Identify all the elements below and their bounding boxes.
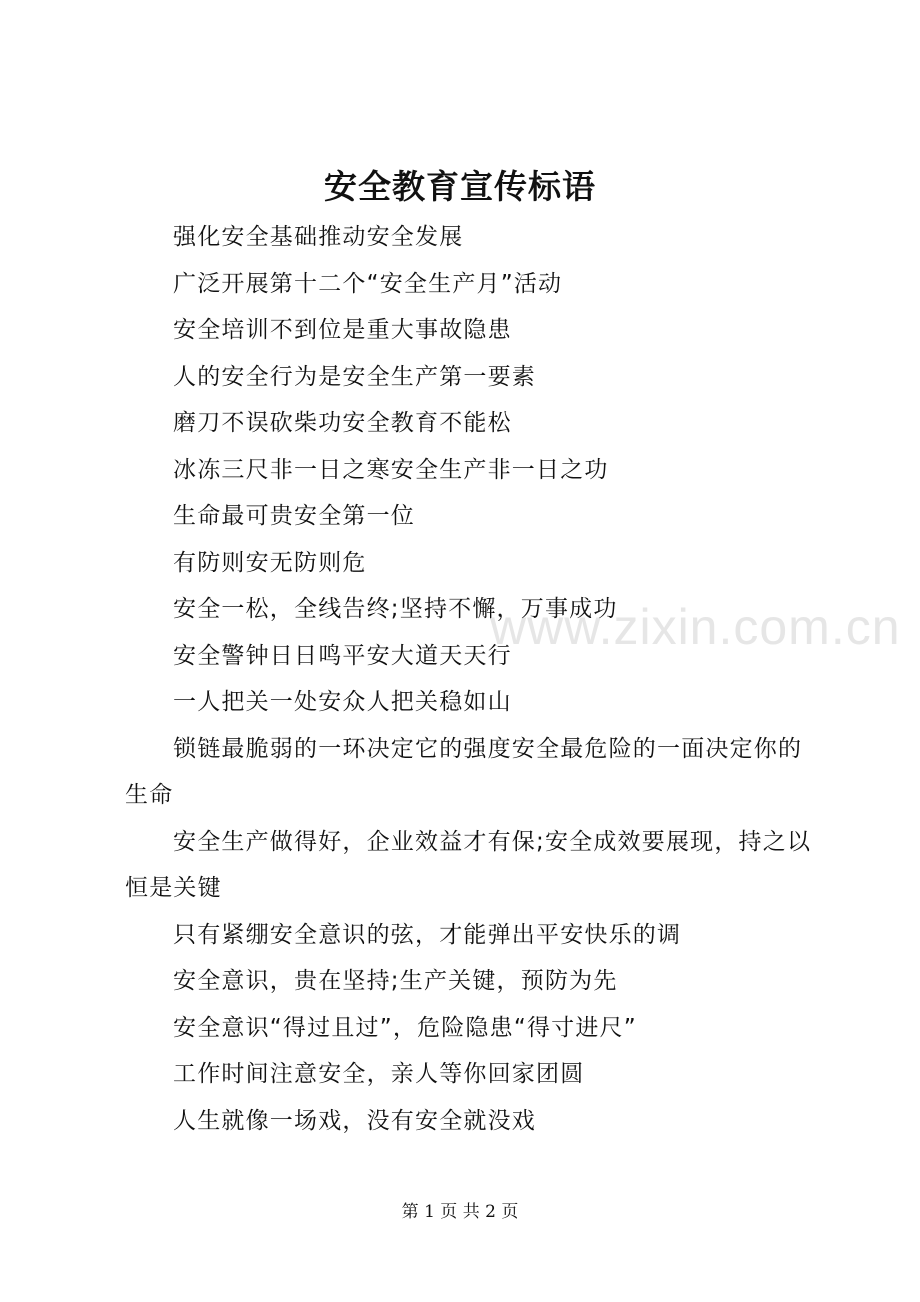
slogan-paragraph: 安全意识，贵在坚持;生产关键，预防为先 bbox=[173, 968, 618, 994]
slogan-paragraph: 人生就像一场戏，没有安全就没戏 bbox=[173, 1107, 536, 1134]
page-footer: 第 1 页 共 2 页 bbox=[401, 1202, 519, 1222]
slogan-paragraph: 安全培训不到位是重大事故隐患 bbox=[173, 317, 512, 343]
slogan-paragraph: 生命最可贵安全第一位 bbox=[173, 503, 415, 529]
slogan-paragraph: 有防则安无防则危 bbox=[173, 549, 367, 576]
slogan-paragraph: 广泛开展第十二个“安全生产月”活动 bbox=[173, 270, 563, 297]
slogan-paragraph: 一人把关一处安众人把关稳如山 bbox=[173, 689, 512, 715]
slogan-paragraph: 锁链最脆弱的一环决定它的强度安全最危险的一面决定你的生命 bbox=[125, 735, 803, 808]
slogan-paragraph: 磨刀不误砍柴功安全教育不能松 bbox=[173, 410, 512, 436]
slogan-paragraph: 冰冻三尺非一日之寒安全生产非一日之功 bbox=[173, 456, 609, 483]
slogan-paragraph: 安全意识“得过且过”，危险隐患“得寸进尺” bbox=[173, 1014, 637, 1041]
page-title: 安全教育宣传标语 bbox=[324, 167, 596, 206]
slogan-paragraph: 安全警钟日日鸣平安大道天天行 bbox=[173, 642, 512, 669]
watermark: www.zixin.com.cn bbox=[490, 599, 901, 655]
slogan-paragraph: 安全生产做得好，企业效益才有保;安全成效要展现，持之以恒是关键 bbox=[125, 828, 812, 901]
slogan-paragraph: 只有紧绷安全意识的弦，才能弹出平安快乐的调 bbox=[173, 921, 682, 948]
slogan-paragraph: 安全一松，全线告终;坚持不懈，万事成功 bbox=[173, 596, 618, 622]
slogan-paragraph: 强化安全基础推动安全发展 bbox=[173, 224, 464, 250]
slogan-paragraph: 工作时间注意安全，亲人等你回家团圆 bbox=[173, 1061, 585, 1087]
slogan-paragraph: 人的安全行为是安全生产第一要素 bbox=[173, 363, 536, 390]
document-body bbox=[125, 214, 815, 1144]
